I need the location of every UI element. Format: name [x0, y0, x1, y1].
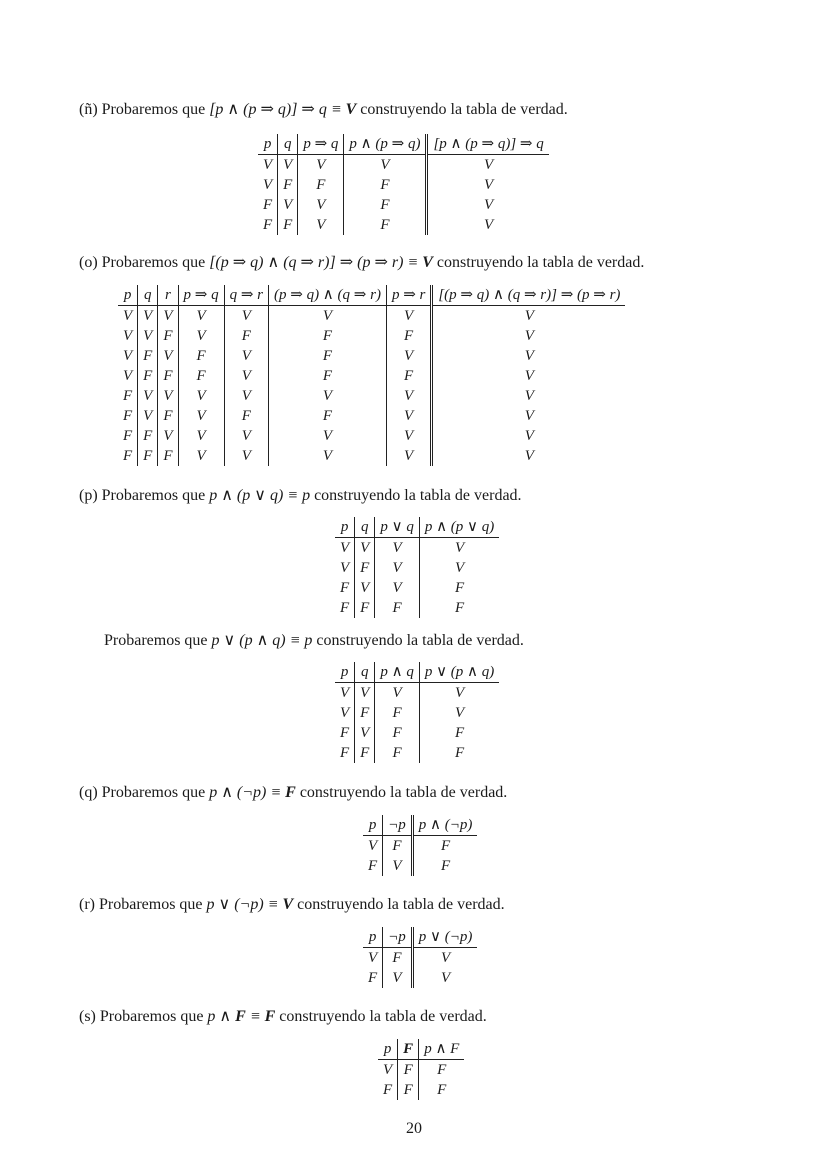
statement-label: (q) [79, 784, 98, 801]
table-cell: V [355, 578, 375, 598]
statement-text: Probaremos que [104, 632, 208, 649]
statement-label: (r) [79, 896, 95, 913]
table-cell: F [419, 723, 499, 743]
statement-r [79, 895, 505, 915]
table-cell: V [432, 366, 626, 386]
table-cell: V [427, 175, 549, 195]
table-cell: V [375, 578, 419, 598]
table-cell: V [224, 386, 268, 406]
table-cell: V [178, 446, 224, 466]
table-row [335, 743, 499, 763]
statement-constant: V [345, 101, 357, 118]
table-cell: V [368, 950, 378, 966]
table-cell: V [138, 386, 158, 406]
statement-constant-inner: F [235, 1008, 246, 1025]
truth-table-q [363, 815, 477, 876]
table-cell: V [224, 346, 268, 366]
table-cell: V [138, 306, 158, 327]
table-cell: F [269, 366, 387, 386]
table-cell: F [368, 858, 378, 874]
table-cell: V [298, 155, 344, 176]
statement-text-after: construyendo la tabla de verdad. [360, 101, 568, 118]
table-row [335, 703, 499, 723]
table-cell: V [419, 703, 499, 723]
statement-formula: [(p ⇒ q) ∧ (q ⇒ r)] ⇒ (p ⇒ r) ≡ [209, 254, 419, 271]
table-cell: V [263, 157, 273, 173]
table-cell: F [383, 1082, 393, 1098]
column-header: p ∧ F [419, 1039, 465, 1060]
statement-text: Probaremos que [101, 784, 206, 801]
table-cell: V [158, 306, 178, 327]
table-row [363, 948, 477, 969]
statement-formula: p ∧ [207, 1008, 232, 1025]
table-cell: F [419, 1080, 465, 1100]
table-cell: V [278, 195, 298, 215]
table-cell: V [178, 406, 224, 426]
table-cell: V [355, 723, 375, 743]
truth-table-n [258, 134, 549, 235]
table-cell: V [386, 446, 431, 466]
table-cell: F [368, 970, 378, 986]
table-cell: V [340, 705, 350, 721]
table-cell: F [269, 346, 387, 366]
column-header: q [278, 134, 298, 155]
table-cell: V [432, 386, 626, 406]
table-cell: F [340, 725, 350, 741]
table-cell: F [340, 745, 350, 761]
column-header: p ∧ (p ∨ q) [419, 517, 499, 538]
statement-q [79, 783, 507, 803]
column-header: (p ⇒ q) ∧ (q ⇒ r) [269, 285, 387, 306]
statement-text: Probaremos que [99, 1008, 204, 1025]
table-row [335, 683, 499, 704]
table-cell: V [419, 683, 499, 704]
table-header-row [258, 134, 549, 155]
statement-constant: V [282, 896, 294, 913]
table-row [118, 346, 625, 366]
table-cell: V [158, 346, 178, 366]
table-row [378, 1080, 464, 1100]
column-header: p ∨ (¬p) [412, 927, 477, 948]
table-cell: F [412, 856, 477, 876]
table-cell: V [386, 386, 431, 406]
table-cell: F [383, 948, 413, 969]
table-cell: V [138, 326, 158, 346]
table-row [363, 856, 477, 876]
table-cell: F [340, 580, 350, 596]
table-cell: V [224, 446, 268, 466]
table-cell: V [269, 426, 387, 446]
column-header: q [138, 285, 158, 306]
truth-table-o [118, 285, 625, 466]
table-cell: F [344, 195, 427, 215]
table-cell: V [383, 856, 413, 876]
table-cell: V [375, 558, 419, 578]
table-cell: V [340, 560, 350, 576]
table-cell: F [412, 836, 477, 857]
table-cell: V [432, 346, 626, 366]
column-header: p ⇒ r [386, 285, 431, 306]
table-cell: F [375, 723, 419, 743]
table-cell: V [224, 426, 268, 446]
table-cell: V [224, 306, 268, 327]
column-header: p [378, 1039, 398, 1060]
table-header-row [335, 662, 499, 683]
table-cell: V [386, 426, 431, 446]
table-cell: F [224, 406, 268, 426]
table-header-row [118, 285, 625, 306]
table-cell: V [178, 386, 224, 406]
column-header: p [335, 662, 355, 683]
statement-s [79, 1007, 487, 1027]
table-cell: F [224, 326, 268, 346]
table-cell: V [158, 386, 178, 406]
column-header: F [398, 1039, 419, 1060]
table-row [258, 215, 549, 235]
statement-formula: p ∧ (p ∨ q) ≡ p [209, 487, 311, 504]
statement-text-after: construyendo la tabla de verdad. [314, 487, 522, 504]
page-number: 20 [406, 1120, 422, 1137]
table-cell: F [138, 426, 158, 446]
column-header: r [158, 285, 178, 306]
table-cell: F [158, 446, 178, 466]
table-row [363, 836, 477, 857]
table-cell: V [123, 308, 133, 324]
column-header: p [335, 517, 355, 538]
statement-text-after: construyendo la tabla de verdad. [436, 254, 645, 271]
table-cell: F [386, 366, 431, 386]
table-cell: F [355, 703, 375, 723]
table-row [118, 386, 625, 406]
table-cell: V [178, 326, 224, 346]
column-header: ¬p [383, 815, 413, 836]
table-cell: V [138, 406, 158, 426]
table-cell: F [298, 175, 344, 195]
table-row [258, 155, 549, 176]
column-header: q [355, 517, 375, 538]
column-header: p [118, 285, 138, 306]
table-row [335, 578, 499, 598]
table-cell: F [269, 326, 387, 346]
table-cell: V [432, 426, 626, 446]
table-cell: F [419, 743, 499, 763]
statement-text: Probaremos que [101, 487, 206, 504]
table-cell: V [224, 366, 268, 386]
table-cell: F [278, 215, 298, 235]
table-cell: F [383, 836, 413, 857]
table-cell: F [355, 743, 375, 763]
table-cell: F [386, 326, 431, 346]
statement-formula: p ∨ (p ∧ q) ≡ p [211, 632, 313, 649]
table-cell: F [123, 408, 133, 424]
table-cell: V [383, 968, 413, 988]
table-row [118, 326, 625, 346]
table-cell: F [178, 366, 224, 386]
statement-o [79, 253, 644, 273]
table-cell: V [340, 685, 350, 701]
table-cell: V [432, 326, 626, 346]
table-row [335, 558, 499, 578]
table-cell: V [158, 426, 178, 446]
table-cell: V [383, 1062, 393, 1078]
table-row [258, 195, 549, 215]
table-cell: V [427, 195, 549, 215]
column-header: [(p ⇒ q) ∧ (q ⇒ r)] ⇒ (p ⇒ r) [432, 285, 626, 306]
table-cell: F [278, 175, 298, 195]
table-cell: V [355, 683, 375, 704]
table-cell: F [375, 743, 419, 763]
column-header: p ⇒ q [298, 134, 344, 155]
table-row [118, 366, 625, 386]
table-cell: V [178, 426, 224, 446]
statement-label: (p) [79, 487, 98, 504]
table-cell: F [178, 346, 224, 366]
statement-text-after: construyendo la tabla de verdad. [299, 784, 508, 801]
table-cell: F [123, 448, 133, 464]
table-cell: F [398, 1060, 419, 1081]
table-cell: F [123, 428, 133, 444]
table-cell: V [432, 446, 626, 466]
table-header-row [363, 815, 477, 836]
table-cell: F [269, 406, 387, 426]
statement-text-after: construyendo la tabla de verdad. [297, 896, 505, 913]
table-cell: V [269, 386, 387, 406]
table-cell: F [138, 366, 158, 386]
table-cell: V [278, 155, 298, 176]
table-cell: V [344, 155, 427, 176]
table-cell: V [386, 306, 431, 327]
table-cell: F [158, 406, 178, 426]
column-header: p [363, 927, 383, 948]
statement-p2 [104, 631, 524, 651]
table-cell: V [368, 838, 378, 854]
statement-text: Probaremos que [101, 254, 206, 271]
table-row [335, 723, 499, 743]
table-cell: F [355, 558, 375, 578]
table-cell: V [386, 346, 431, 366]
statement-label: (o) [79, 254, 98, 271]
table-header-row [363, 927, 477, 948]
truth-table-s [378, 1039, 464, 1100]
table-cell: V [412, 948, 477, 969]
table-cell: V [386, 406, 431, 426]
statement-equiv: ≡ [249, 1008, 261, 1025]
statement-n [79, 100, 568, 120]
table-cell: V [375, 683, 419, 704]
table-row [335, 598, 499, 618]
table-cell: V [375, 538, 419, 559]
table-cell: V [178, 306, 224, 327]
column-header: p ∧ (p ⇒ q) [344, 134, 427, 155]
table-header-row [335, 517, 499, 538]
statement-constant: V [422, 254, 433, 271]
table-cell: V [298, 215, 344, 235]
table-cell: F [419, 598, 499, 618]
column-header: p ∨ q [375, 517, 419, 538]
table-row [118, 306, 625, 327]
statement-label: (ñ) [79, 101, 98, 118]
table-cell: V [432, 406, 626, 426]
table-cell: F [138, 346, 158, 366]
column-header: p ∧ q [375, 662, 419, 683]
table-cell: F [375, 703, 419, 723]
statement-text: Probaremos que [101, 101, 206, 118]
table-cell: V [419, 538, 499, 559]
table-cell: V [123, 348, 133, 364]
truth-table-p1 [335, 517, 499, 618]
statement-text-after: construyendo la tabla de verdad. [316, 632, 524, 649]
statement-constant: F [285, 784, 296, 801]
table-cell: F [158, 366, 178, 386]
column-header: p ∨ (p ∧ q) [419, 662, 499, 683]
table-row [258, 175, 549, 195]
table-cell: F [344, 175, 427, 195]
table-row [335, 538, 499, 559]
table-cell: F [355, 598, 375, 618]
statement-text: Probaremos que [98, 896, 203, 913]
table-cell: F [419, 578, 499, 598]
table-cell: F [419, 1060, 465, 1081]
table-cell: V [123, 368, 133, 384]
table-cell: F [123, 388, 133, 404]
statement-formula: [p ∧ (p ⇒ q)] ⇒ q ≡ [209, 101, 342, 118]
table-cell: F [375, 598, 419, 618]
statement-label: (s) [79, 1008, 96, 1025]
table-cell: V [432, 306, 626, 327]
table-row [118, 426, 625, 446]
table-cell: V [355, 538, 375, 559]
truth-table-p2 [335, 662, 499, 763]
table-cell: V [269, 446, 387, 466]
table-cell: V [123, 328, 133, 344]
table-cell: V [427, 155, 549, 176]
column-header: p [363, 815, 383, 836]
table-cell: F [398, 1080, 419, 1100]
table-cell: F [263, 197, 273, 213]
statement-formula: p ∨ (¬p) ≡ [206, 896, 279, 913]
statement-formula: p ∧ (¬p) ≡ [209, 784, 282, 801]
table-cell: V [263, 177, 273, 193]
table-cell: F [344, 215, 427, 235]
table-cell: V [269, 306, 387, 327]
column-header: q ⇒ r [224, 285, 268, 306]
statement-constant: F [264, 1008, 276, 1025]
table-row [118, 446, 625, 466]
statement-p1 [79, 486, 522, 506]
table-cell: F [340, 600, 350, 616]
table-header-row [378, 1039, 464, 1060]
table-cell: V [419, 558, 499, 578]
table-cell: V [298, 195, 344, 215]
column-header: p ∧ (¬p) [412, 815, 477, 836]
column-header: ¬p [383, 927, 413, 948]
table-cell: F [158, 326, 178, 346]
statement-text-after: construyendo la tabla de verdad. [279, 1008, 487, 1025]
table-cell: V [412, 968, 477, 988]
table-row [378, 1060, 464, 1081]
table-cell: V [427, 215, 549, 235]
table-row [118, 406, 625, 426]
truth-table-r [363, 927, 477, 988]
column-header: p ⇒ q [178, 285, 224, 306]
table-cell: F [138, 446, 158, 466]
column-header: q [355, 662, 375, 683]
column-header: p [258, 134, 278, 155]
table-cell: F [263, 217, 273, 233]
table-row [363, 968, 477, 988]
table-cell: V [340, 540, 350, 556]
column-header: [p ∧ (p ⇒ q)] ⇒ q [427, 134, 549, 155]
